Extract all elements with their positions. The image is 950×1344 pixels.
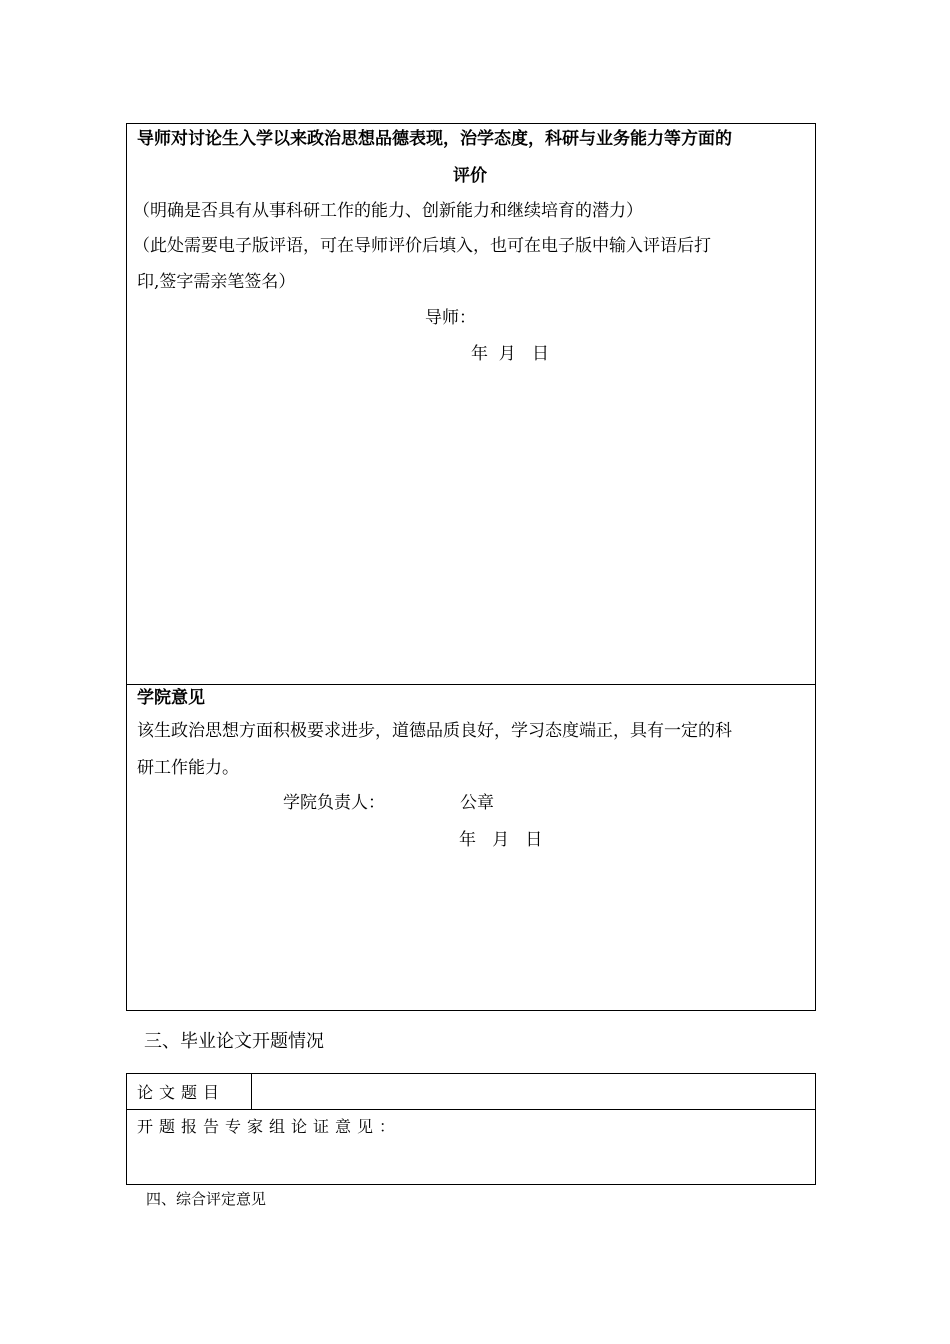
- college-responsible-label: 学院负责人：: [283, 793, 385, 813]
- college-seal-label: 公章: [460, 793, 494, 813]
- thesis-topic-value[interactable]: [252, 1074, 816, 1110]
- college-opinion-body-line2: 研工作能力。: [137, 758, 239, 778]
- supervisor-eval-note-electronic-line1: （此处需要电子版评语，可在导师评价后填入，也可在电子版中输入评语后打: [133, 236, 711, 256]
- expert-opinion-row: [127, 1110, 816, 1185]
- supervisor-eval-note-potential: （明确是否具有从事科研工作的能力、创新能力和继续培育的潜力）: [133, 201, 643, 221]
- supervisor-signature-label: 导师：: [425, 308, 476, 328]
- supervisor-eval-note-electronic-line2: 印,签字需亲笔签名）: [137, 272, 296, 292]
- supervisor-eval-title-line1: 导师对讨论生入学以来政治思想品德表现，治学态度，科研与业务能力等方面的: [137, 129, 732, 149]
- college-opinion-body-line1: 该生政治思想方面积极要求进步，道德品质良好，学习态度端正，具有一定的科: [137, 721, 732, 741]
- thesis-proposal-table: [126, 1073, 816, 1185]
- thesis-topic-label: 论文题目: [127, 1074, 252, 1110]
- college-opinion-title: 学院意见: [137, 688, 205, 708]
- supervisor-date-label: 年 月 日: [471, 344, 550, 364]
- college-date-label: 年 月 日: [459, 830, 543, 850]
- college-opinion-box: [126, 684, 816, 1011]
- section3-heading: 三、毕业论文开题情况: [144, 1031, 324, 1052]
- section4-heading: 四、综合评定意见: [146, 1190, 267, 1208]
- thesis-topic-row: [127, 1074, 816, 1110]
- supervisor-evaluation-box: [126, 123, 816, 685]
- expert-opinion-label: 开题报告专家组论证意见：: [127, 1110, 816, 1185]
- supervisor-eval-title-line2: 评价: [453, 166, 487, 186]
